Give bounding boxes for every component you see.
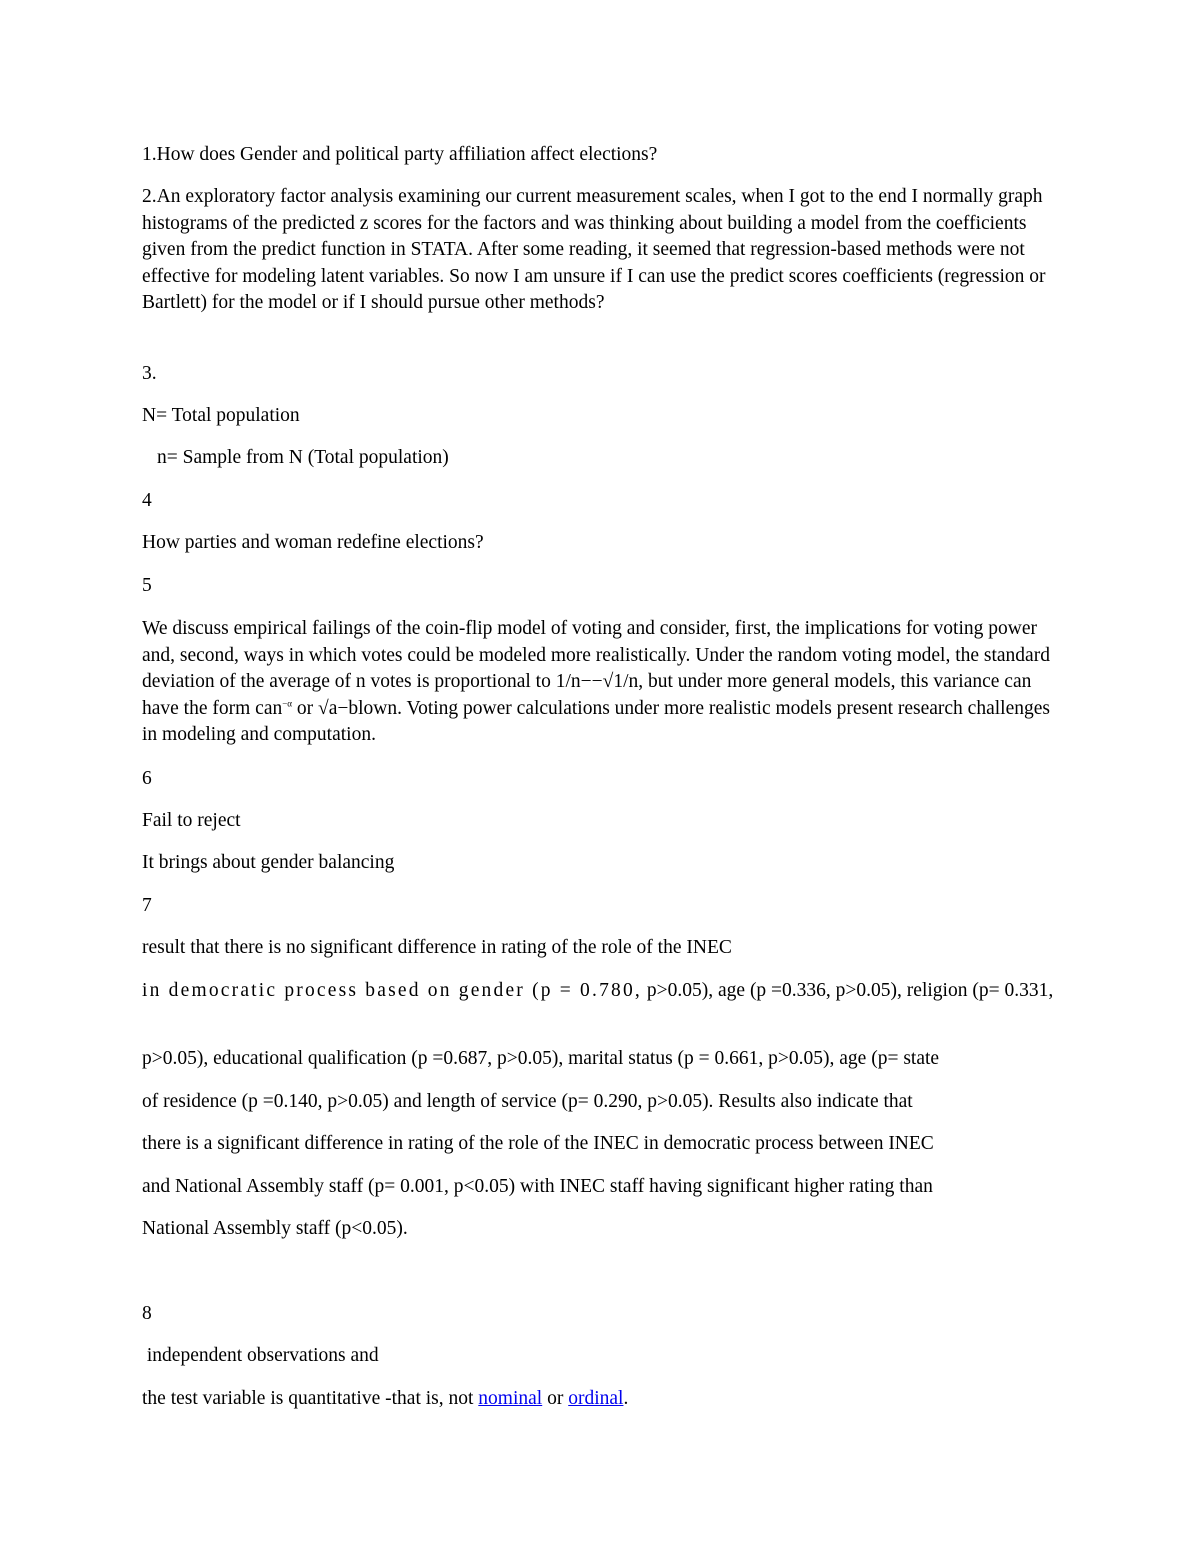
question-8-line-2-mid: or (542, 1388, 569, 1409)
ordinal-link[interactable]: ordinal (568, 1388, 624, 1409)
question-5-number: 5 (142, 575, 152, 596)
question-6-number: 6 (142, 768, 152, 789)
question-7-line-3: p>0.05), educational qualification (p =0.687, p>0.05), marital status (p = 0.661, p>0.05), age (p= state (142, 1048, 940, 1069)
question-1: 1.How does Gender and political party affiliation affect elections? (142, 144, 658, 165)
question-3-number: 3. (142, 363, 157, 384)
question-8-line-2 (142, 1386, 1062, 1413)
question-7-line-4: of residence (p =0.140, p>0.05) and length of service (p= 0.290, p>0.05). Results also indicate that (142, 1091, 913, 1112)
question-3-line-1: N= Total population (142, 405, 300, 426)
question-4-number: 4 (142, 490, 152, 511)
question-7-line-2-rest: p>0.05), age (p =0.336, p>0.05), religion (p= 0.331, (642, 980, 1054, 1001)
nominal-link[interactable]: nominal (478, 1388, 543, 1409)
question-6-line-2: It brings about gender balancing (142, 852, 395, 873)
question-7-line-6: and National Assembly staff (p= 0.001, p<0.05) with INEC staff having significant higher rating than (142, 1176, 933, 1197)
question-7-line-2-spaced: in democratic process based on gender (p = 0.780, (142, 980, 643, 1001)
question-7-line-7: National Assembly staff (p<0.05). (142, 1218, 408, 1239)
question-5-text (142, 616, 1062, 749)
question-5-superscript: −α (282, 698, 293, 708)
question-8-line-2-end: . (623, 1388, 629, 1409)
question-7-line-5: there is a significant difference in rating of the role of the INEC in democratic process between INEC (142, 1133, 934, 1154)
question-7-line-2 (142, 978, 1062, 1005)
question-7-line-1: result that there is no significant difference in rating of the role of the INEC (142, 937, 732, 958)
question-2: 2.An exploratory factor analysis examining our current measurement scales, when I got to the end I normally graph histograms of the predicted z scores for the factors and was thinking about building a model from the coefficients given from the predict function in STATA. After some reading, it seemed that regression-based methods were not effective for modeling latent variables. So now I am unsure if I can use the predict scores coefficients (regression or Bartlett) for the model or if I should pursue other methods? (142, 186, 1046, 313)
question-6-line-1: Fail to reject (142, 810, 241, 831)
question-8-line-1: independent observations and (142, 1345, 379, 1366)
question-8-line-2-prefix: the test variable is quantitative -that is, not (142, 1388, 479, 1409)
question-5-part-1: We discuss empirical failings of the coin-flip model of voting and consider, first, the implications for voting power and, second, ways in which votes could be modeled more realistically. Under the random voting model, the standard deviation of the average of n votes is proportional to 1/n−−√1/n, but under more general models, this variance can have the form can (142, 618, 1050, 719)
question-4-text: How parties and woman redefine elections? (142, 532, 484, 553)
question-7-number: 7 (142, 895, 152, 916)
question-5-part-2: or √a−blown. Voting power calculations under more realistic models present research challenges in modeling and computation. (142, 697, 1050, 745)
question-3-line-2: n= Sample from N (Total population) (157, 447, 449, 468)
question-8-number: 8 (142, 1303, 152, 1324)
